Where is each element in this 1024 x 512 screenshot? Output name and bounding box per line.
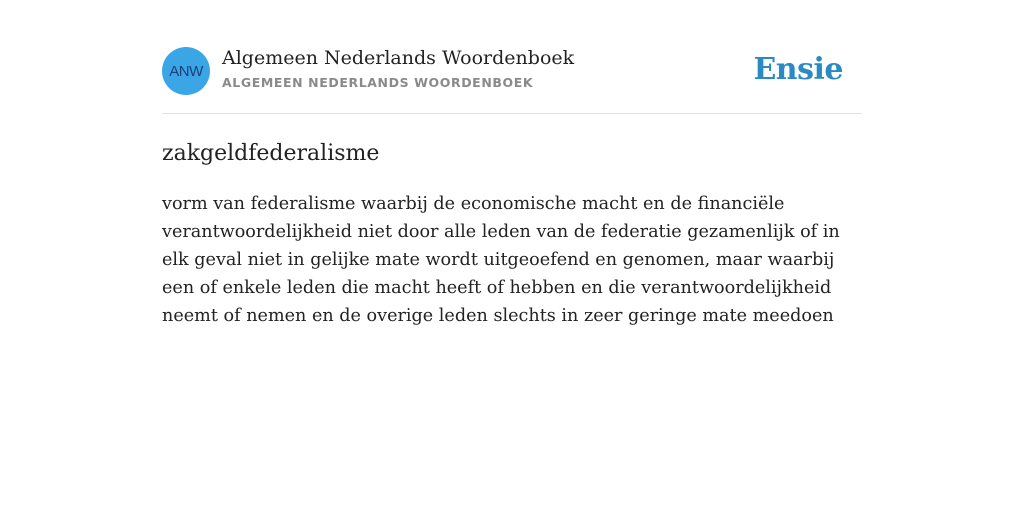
entry-card [162, 46, 862, 330]
source-title[interactable]: Algemeen Nederlands Woordenboek [222, 47, 575, 69]
entry-header [162, 46, 862, 114]
anw-logo[interactable] [162, 47, 210, 95]
ensie-brand-logo[interactable]: Ensie [753, 52, 843, 87]
headword: zakgeldfederalisme [162, 141, 380, 166]
source-subtitle: ALGEMEEN NEDERLANDS WOORDENBOEK [222, 75, 534, 90]
logo-text: ANW [169, 62, 203, 80]
definition-text: vorm van federalisme waarbij de economische macht en de financiële verantwoordelijkheid niet door alle leden van de federatie gezamenlijk of in elk geval niet in gelijke mate wordt uitgeoefend en genomen, maar waarbij een of enkele leden die macht heeft of hebben en die verantwoordelijkheid neemt of nemen en de overige leden slechts in zeer geringe mate meedoen [162, 194, 840, 326]
